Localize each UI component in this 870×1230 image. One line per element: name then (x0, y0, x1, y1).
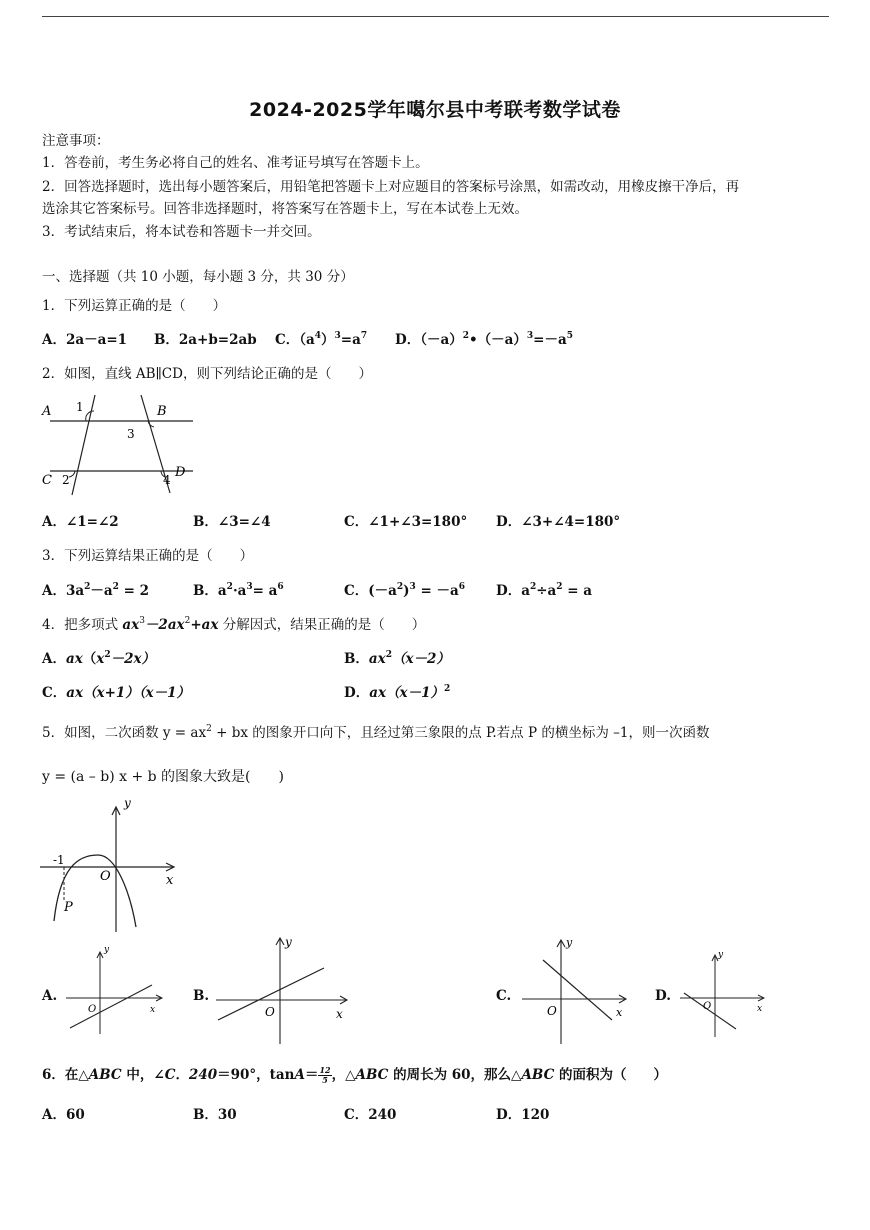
q4-option-b: B．$ax^2(x-2)$ (344, 650, 450, 667)
q5-stem-line1: 5．如图，二次函数 $y = ax^2$ + bx 的图象开口向下，且经过第三象限的点 P.若点 P 的横坐标为 –1，则一次函数 (42, 724, 710, 741)
fig-label-a: A (42, 404, 52, 419)
page-title: 2024-2025学年噶尔县中考联考数学试卷 (249, 99, 621, 121)
q1-option-b: B．2a+b=2ab (154, 332, 257, 348)
notice-item-1: 1．答卷前，考生务必将自己的姓名、准考证号填写在答题卡上。 (42, 155, 429, 171)
q5-parabola-figure (38, 797, 183, 937)
header-rule (42, 16, 829, 17)
fig5-origin-label: O (100, 869, 111, 884)
fig-angle-2: 2 (62, 473, 70, 487)
svg-text:y: y (566, 936, 573, 949)
fig-label-c: C (42, 473, 52, 488)
svg-text:O: O (703, 1001, 712, 1012)
fig-angle-3: 3 (127, 427, 135, 441)
fig-label-b: B (157, 404, 167, 419)
q3-option-b: B．$a^2\cdot a^3= a^6$ (193, 582, 284, 599)
q6-option-b: B．30 (193, 1107, 237, 1123)
fig5-y-label: y (124, 797, 131, 810)
q6-fraction: $\frac{12}{5}$ (319, 1065, 331, 1085)
q5-option-a-graph (62, 940, 167, 1040)
q3-stem: 3．下列运算结果正确的是（ ） (42, 548, 254, 564)
q5-option-b-graph (212, 932, 357, 1047)
q2-option-d: D．∠3+∠4=180° (496, 514, 621, 530)
fig-angle-1: 1 (76, 400, 84, 414)
q4-stem: 4．把多项式 $ax^3-2ax^2+ax$ 分解因式，结果正确的是（ ） (42, 616, 426, 633)
notice-item-2a: 2．回答选择题时，选出每小题答案后，用铅笔把答题卡上对应题目的答案标号涂黑，如需改动，用橡皮擦干净后，再 (42, 179, 740, 195)
fig-angle-4: 4 (163, 473, 171, 487)
svg-text:O: O (547, 1004, 557, 1018)
parabola-curve (54, 855, 136, 927)
svg-text:x: x (757, 1004, 763, 1014)
q2-option-a: A．∠1=∠2 (42, 514, 119, 530)
svg-text:x: x (336, 1007, 343, 1021)
notice-item-3: 3．考试结束后，将本试卷和答题卡一并交回。 (42, 224, 321, 240)
q4-option-d: D．$ax(x-1)^2$ (344, 684, 451, 701)
svg-text:y: y (285, 935, 292, 949)
q6-option-a: A．60 (42, 1107, 85, 1123)
q5-option-c-label: C. (496, 988, 512, 1004)
q5-option-d-graph (676, 945, 771, 1040)
svg-text:x: x (616, 1006, 623, 1019)
q5-option-b-label: B. (193, 988, 210, 1004)
q2-stem: 2．如图，直线 AB∥CD，则下列结论正确的是（ ） (42, 366, 372, 382)
q3-option-c: C．$(-a^2)^3 = -a^6$ (344, 582, 466, 599)
svg-text:y: y (718, 950, 724, 960)
q2-parallel-lines-figure (38, 393, 193, 498)
q5-option-c-graph (518, 932, 633, 1047)
q5-option-d-label: D. (655, 988, 671, 1004)
q1-option-d: D．$(-a)^2•(-a)^3=-a^5$ (395, 331, 573, 348)
q1-stem: 1．下列运算正确的是（ ） (42, 298, 227, 314)
notice-heading: 注意事项： (42, 133, 110, 149)
fig-label-d: D (175, 465, 186, 480)
q4-option-a: A．$ax(x^2-2x)$ (42, 650, 156, 667)
q1-option-c: C．$(a^4)^3=a^7$ (275, 331, 368, 348)
fig5-minus-one-label: -1 (53, 853, 65, 867)
section-heading: 一、选择题（共 10 小题，每小题 3 分，共 30 分） (42, 269, 354, 285)
svg-text:O: O (265, 1005, 275, 1019)
q2-option-b: B．∠3=∠4 (193, 514, 271, 530)
q1-option-a: A．2a－a=1 (42, 332, 128, 348)
q3-option-d: D．$a^2\div a^2 = a$ (496, 582, 593, 599)
svg-text:y: y (104, 945, 110, 955)
q5-option-a-label: A. (42, 988, 58, 1004)
fig5-x-label: x (166, 873, 174, 888)
fig5-point-p-label: P (64, 900, 73, 915)
q6-option-d: D．120 (496, 1107, 550, 1123)
q2-option-c: C．∠1+∠3=180° (344, 514, 468, 530)
q3-option-a: A．$3a^2-a^2 = 2$ (42, 582, 150, 599)
svg-text:O: O (88, 1004, 97, 1015)
q6-stem: 6．在△ABC 中，∠C．240＝90°，tanA＝ $\frac{12}{5}$ ，△ABC 的周长为 60，那么△ABC 的面积为（ ） (42, 1065, 668, 1085)
svg-text:x: x (150, 1005, 156, 1015)
q4-option-c: C．ax（x+1）（x－1） (42, 685, 190, 701)
q5-stem-line2: y = (a – b) x + b 的图象大致是( ) (42, 769, 284, 785)
q6-option-c: C．240 (344, 1107, 397, 1123)
notice-item-2b: 选涂其它答案标号。回答非选择题时，将答案写在答题卡上，写在本试卷上无效。 (42, 201, 528, 217)
